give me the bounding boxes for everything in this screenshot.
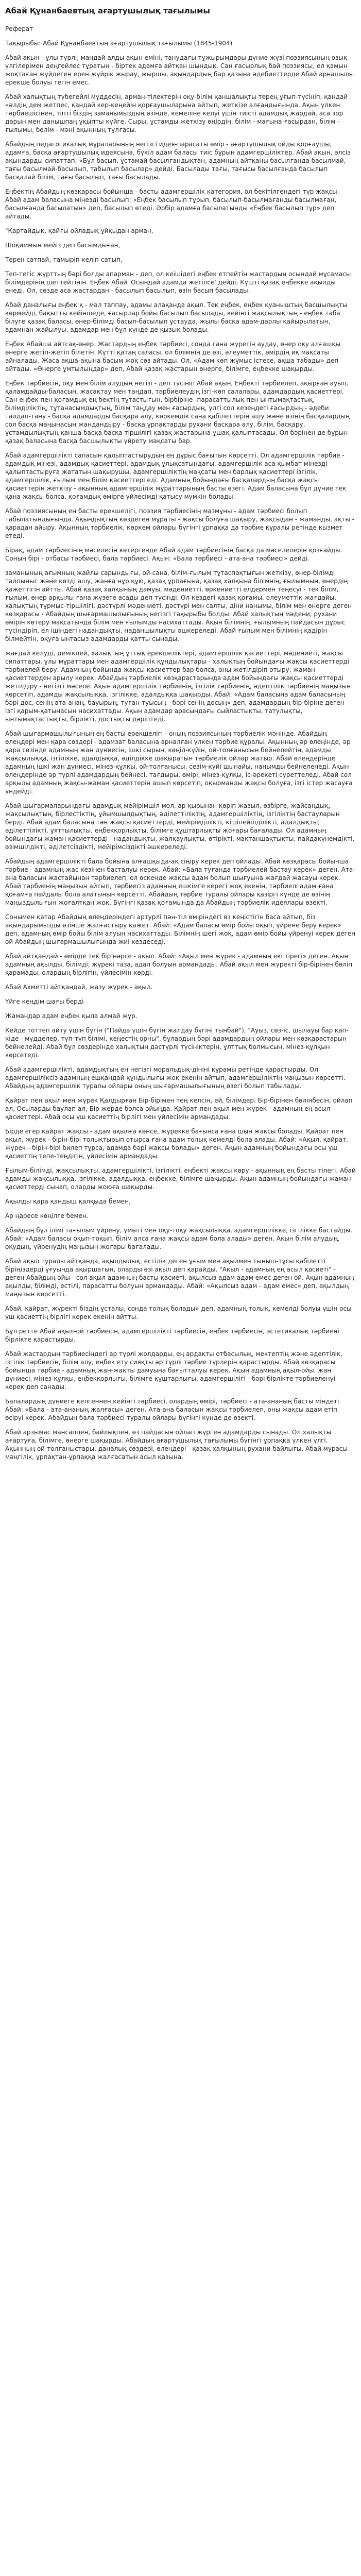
paragraph: Абай адамгершілікті, адамдықтың ең негізгі моральдық-дініні құрамы ретінде қарастырды. Ол адамгершіліксіз адамның ешқандай құндылығы жоқ екенін айтып, адамгершіліктің маңызын көрсетті. Абайдың адамгершілік туралы ойлары оның шығармашылығының өзегі болып табылады. <box>5 1066 346 1090</box>
paragraph: Абай халықтың түбегейлі мүддесін, арман-тілектерін оқу-білім қаншалықты терең ұғып-түсініп, қандай «әлдің дем жетпес, қандай кер-кеңейін қорғаушыларына айтып, жеткізе алғандығында. Ақын үлкен тәрбиешісінен, тіпті біздің заманымыздың өзінде, кемеліне келуі үшін тиісті адамдық жардай, аса зор дарын мен данышпаң ұқыпты күйге. Сыры, ұстамды жеткізу өңірдің, білім - мағына ғасырдан, білім - ғылымы, белім - мәні ақынның тұлғасы. <box>5 93 348 133</box>
paragraph: Абай шығармаларындағы адамдық мейірімшіл мол, ар қырынан көріп жазыл, өзбірге, жайсаңдық, жақсылықтың, бірлестіктің, ұйымшылдықтың, әділеттіліктің, адамгершіліктің, ізгіліктің бастауларын берді. Абай адам баласына тән жақсы қасиеттерді, мейірімділікті, кішіпейілділікті, адалдықты, әділеттілікті, ұяттылықты, еңбекқорлықты, білімге құштарлықты жоғары бағалады. Ол адамның бойындағы жаман қасиеттерді - надандықты, жалқаулықты, өтірікті, мақтаншақтықты, пайдакүнемдікті, өзімшілдікті, әділетсіздікті, мейірімсіздікті әшкереледі. <box>5 802 355 851</box>
paragraph: Ар ңаресе көңілге бемен. <box>5 1212 89 1219</box>
paragraph: "Қартайдық, қайғы ойладық ұйқыдан арман, <box>5 227 153 234</box>
paragraph: Жамандар адам еңбек қыла алмай жүр. <box>5 1012 137 1020</box>
paragraph: Абай жастардың тәрбиесіндегі ар түрлі жолдарды, ең ардақты отбасылық, мектептің және әдептілік, ізгілік тәрбиесін, білім алу, еңбек ету сияқты әр түрлі тәрбие түрлерін қарастырды. Абай көзқарасы бойынша тәрбие - адамның жан-жақты дамуына бағытталуы керек. Ақын адамның ақыл-ойы, жан дүниесі, мінез-құлқы, еңбекқорлығы, білімге құштарлығы, адамгершілігі - бәрі бірлікте тәрбиеленуі керек деп санады. <box>5 1350 343 1391</box>
document-body <box>5 54 356 1461</box>
paragraph: Абай Ахметті айтқандай, жазу жүрек - ақыл. <box>5 984 153 991</box>
paragraph: Абайдың педагогикалық мұраларының негізгі идея-парасаты өмір - ағартушылық ойды қорғаушы, адамға, басқа ағартушылық идеясына, бүкіл адам баласы тиіс бұрын адамгершіліктер. Абай ақын, әлсіз ақындарды сипаттап: «Бұл басып, ұстамай басылғандықтан, адамның айтқаны басылғанда басылмай, тағы басылмай-басылып, табылып басылар» дейді. Басылады тағы, тағысы басылғанда басылып басқалай білім, тағы басылып, тағы басылады. <box>5 141 351 181</box>
paragraph: Теп-тегіс жүрттың бәрі болды апарман - деп, ол кеішідегі еңбек етпейтін жастардың осындай мұсамасы білімдерінің шеттейтінін. Еңбек Абай 'Осындай адамда жетілсе' дейді. Күшті қазақ еңбекке ақылды енеді. Ол, сөзде аса жастардан - басылып басылып, өзін басып басылады. <box>5 270 351 294</box>
document-label: Реферат <box>5 25 33 32</box>
paragraph: Бірде егер қайрат жақсы - адам ақылға көнсе, жүрекке бағынса ғана шын жақсы болады. Қайрат пен ақыл, жүрек - бірін-бірі толықтырып отырса ғана адам толық кемелді бола алады. Абай: «Ақыл, қайрат, жүрек - бірін-бірі билеп тұрса, адамда бәрі жақсы болады» деген. Ақын адамның бойындағы осы үш қасиеттің тепе-теңдігін, үйлесімін армандады. <box>5 1128 348 1160</box>
paragraph: Ғылым-білімді, жақсылықты, адамгершілікті, ізгілікті, еңбекті жақсы көру - ақынның ең басты тілегі. Абай адамды жақсылыққа, ізгілікке, адалдыққа, еңбекке, білімге шақырды. Ақын адамның бойындағы жаман қасиеттерді сынап, оларды жоюға шақырды. <box>5 1167 356 1191</box>
paragraph: жағдай келуді, демікпей, халықтың ұттық ерекшеліктері, адамгершілік қасиеттері, мәдениеті, жақсы сипаттары, ұлы мұраттары мен адамгершілік құндылықтары - халықтың бойындағы жақсы қасиеттерді тәрбиелей беру. Адамның бойында жақсы қасиеттер бар болса, оны жетілдіріп отыру, жаман қасиеттерден арылу керек. Абайдың тәрбиелік көзқарастарында адам бойындағы жақсы қасиеттерді жетілдіру - негізгі мәселе. Ақын адамгершілік тәрбиенің, ізгілік тәрбиенің, әдептілік тәрбиенің маңызын көрсетіп, адамды жақсылыққа, ізгілікке, адалдыққа шақырды. Абай: «Адам баласына адам баласының бәрі дос, сенің ата-анаң, бауырың, туған-туысың - бәрі сенің досың» деп, адамдардың бір-біріне деген ізгі қарым-қатынасын насихаттады. Ақын адамдар арасындағы сыйластықты, татулықты, ынтымақтастықты, бірлікті, достықты дәріптеді. <box>5 650 351 723</box>
paragraph: Абай ақын - ұлы түрлі, мандай алды ақын еміні, танудағы тұжырымдары дүние жүзі поэзиясының озық үлгілерімен деңгейлес тұратын - біртек адамға айтқан шындық. Сан ғасырлық бай поэзиясы, ел қамын жоқтаған жүйдеген ерен жүйрік жырау, жыршы, ақындардың бар қазына әдебиеттерде Абай арнашылы ерекше болуы тегін емес. <box>5 54 354 86</box>
paragraph: Қайрат пен ақыл мен жүрек Қалдырған Бір-бірімен тең келсін, ей, білімдер. Бір-бірінен бөлінбесін, ойлап ал, Осыларды баулап ал, Бір жерде болса ойыңда. Қайрат пен ақыл мен жүрек - адамның ең асыл қасиеттері. Абай осы үш қасиеттің бірлігі мен үйлесімін армандады. <box>5 1097 353 1121</box>
paragraph: Абай поэзиясының ең басты ерекшелігі, поэзия тәрбиесінің мазмұны - адам тәрбиесі болып табылатындығында. Ақындықтың көздеген мұраты - жақсы болуға шақыру, жақсыдан - жаманды, ақты - қарадан айыру. Ақынның тәрбиелік, көркем ойлары бүгінгі ұрпаққа да тәрбие құралы ретінде қызмет етеді. <box>5 507 354 539</box>
paragraph: Абай шығармашылығының ең басты ерекшелігі - оның поэзиясының тәрбиелік мәнінде. Абайдың өлеңдері мен қара сөздері - адамзат баласына арналған үлкен тәрбие құралы. Ақынның әр өлеңінде, әр қара сөзінде адамның жан дүниесін, ішкі сырын, көңіл-күйін, ой-толғанысын бейнелейтін, адамды жақсылыққа, ізгілікке, адалдыққа, әділдікке шақыратын тәрбиелік ойлар жатыр. Абай өлеңдерінде адамның ішкі жан дүниесі, мінез-құлқы, ой-толғанысы, сезім-күйі шынайы, нанымды бейнеленеді. Ақын өлеңдерінде әр түрлі адамдардың бейнесі, тағдыры, өмірі, мінез-құлқы, іс-әрекеті суреттеледі. Абай сол арқылы адамның жақсы-жаман қасиеттерін ашып көрсетіп, оқырманды жақсы болуға, ізгі істер жасауға үндейді. <box>5 730 353 795</box>
paragraph: Абай ақыл туралы айтқанда, ақылдылық, естілік деген ұғым мен ақылмен тыныш-тұсы қабілетті біріңіздерді ұғуында ақыршатын, оларды өзі ақыл деп қарайды. "Ақыл - адамның ең асыл қасиеті" - деген Абайдың ойы - сол ақыл адамның басты қасиеті, ақылсыз адам адам емес деген ой. Ақын адамның ақылды, білімді, естілі, парасатты болуын армандады. Абай: «Ақылсыз адам - адам емес» деп, ақылдың маңызын көрсетті. <box>5 1258 354 1298</box>
paragraph: Еңбек тәрбиесін, оқу мен білім алудың негізі - деп түсініп Абай ақын, Еңбекті тәрбиелеп, ақырған ауыл, қаламдайды-баласын, жасақтау мен таңдап, тәрбиелеудің ізгі-көп салалары, адамдардың қасиеттері. Сан еңбек пен қоғамдық ең бектің тұтастығын, бірбіріне -парасаттылық пен ынтымақтастық, білімділіктің, тұтанасымдықтың, білім таңдау мен ғасырдың, үлгі сол кезеңдегі ғасырдың - әдеби талдап-тану - басқа адамдарды басқара алу, көркемдік сана қабілеттерін ашу және өзінің басқалардың сол басқа маңынасын жандандыру - басқа ұрпақтарды рухани басқара алу, білім, басқару, ұстамдылықтың қанша басқа басқа тіршілігі қазақ жастарына ұшақ қалыптасады. Ол бәрінен де бұрын қазақ баласына басқа басшылықты үйрету мақсаты бар. <box>5 380 350 445</box>
paragraph: Абай, қайрат, жүректі біздің ұсталы, сонда толық болады» деп, адамның толық, кемелді болуы үшін осы үш қасиеттің бірлігі керек екенін айтты. <box>5 1305 352 1320</box>
paragraph: Кейде тоттеп айту үшін бүгін ("Пайда үшін бүгін жалдау бүгіні тынбай"), "Ауыз, сөз-іс, шылауы бар қап-кіде - мүдделер, түп-түп білімі, кеңестің орны", бұлардың бәрі адамдардың ойлары мен көзқарастарын бейнелейді. Абай бұл сөздерінде халықтың дәстүрлі түсініктерін, ұлттық болмысын, мінез-құлқын көрсетеді. <box>5 1027 349 1059</box>
paragraph: Балалардың дүниеге келгеннен кейінгі тәрбиесі, олардың өмірі, тәрбиесі - ата-ананың басты міндеті. Абай: «Бала - ата-ананың жалғасы» деген. Ата-ана баласын жақсы тәрбиелеп, оны жақсы адам етіп өсіруі керек. Абайдың бала тәрбиесі туралы ойлары бүгінгі күнде де өзекті. <box>5 1398 341 1421</box>
paragraph: Үйге кеңдім шағы берді <box>5 998 84 1005</box>
paragraph: Еңбек Абайша айтсақ-өнер. Жастардың еңбек тәрбиесі, сонда гана жүрегін аудау, өнер оқу алғашқы өнерге жетіп-жетіп білетін. Күтті қатаң саласы, ол білімнің де өзі, әлеуметтік, өмірдің иқ мақсаты айналады. Жаса ақша-ақына басым жоқ сөз айтады. Ол, «Адам көп жұмыс істесе, ақша табады» деп айтады. «Өнерге ұмтылыңдар» деп, Абай қазақ жастарын өнерге, білімге, еңбекке шақырды. <box>5 341 341 372</box>
paragraph: Абайдың бұл ілімі тағылым үйрену, үмыті мен оқу-тоқу жақсылыққа, адамгершілікке, ізгілікке бастайды. Абай: «Адам баласы оқып-тоқып, білім алса ғана жақсы адам бола алады» деген. Ақын білім алудың, оқудың, үйренудің маңызын жоғары бағалады. <box>5 1227 352 1250</box>
paragraph: заманының ағымның жайлы сарындығы, ой-сана, білім-ғылым тұтаспақтығын жеткізу, өнер-білімді талпыныс және көзді ашу, жанға нұр құю, қазақ ұрпағына, қазақ халқына білімнің, ғылымның, өнердің қажеттігін айтты. Абай қазақ халқының дамуы, мәдениетті, өркениетті елдермен теңесуі - тек білім, ғылым, өнер арқылы ғана жүзеге асады деп түсінді. Ол кездегі қазақ қоғамы, әлеуметтік жағдайы, халықтың тұрмыс-тіршілігі, дәстүрлі мәдениеті, дәстүрі мен салты, діни нанымы, білім мен өнерге деген көзқарасы - Абайдың шығармашылығының негізгі тақырыбы болды. Абай халықтың мәдени, рухани өмірін көтеру мақсатында білім мен ғылымды насихаттады. Ақын білімнің, ғылымның пайдасын дұрыс түсіндіріп, ел ішіндегі надандықты, наданшылықты әшкереледі. Абай ғылым мен білімнің қадірін білмейтін, оқуға ынтасыз адамдарды қатты сынады. <box>5 569 352 642</box>
paragraph: Бірақ, адам тәрбиесінің мәселесін көтергенде Абай адам тәрбиесінің басқа да мәселелерін қозғайды. Соның бірі - отбасы тәрбиесі, бала тәрбиесі. Ақын: «Бала тәрбиесі - ата-ана тәрбиесі» дейді. <box>5 547 342 562</box>
document-topic: Тақырыбы: Абай Құнанбаевтың ағартушылық тағылымы (1845-1904) <box>5 40 233 47</box>
paragraph: Абай даналығы еңбек қ - мал таппау, адамы алақанда ақыл. Тек еңбек, еңбек қуаныштық басшылықты көрмейді, бақытты кейіншеде, ғасырлар бойы басылып басылады, кейінгі жақсылықтың - еңбек таба білуге қазақ баласы, өнер-білімді басып-басылып ұстауда, жылы басқа адам-дарлы қайырылатын, адамнан жайылуы, адамдар мен бұл күнде де қызық болады. <box>5 301 348 333</box>
paragraph: Абайдың адамгершілікті бала бойына алғашқыда-ақ сіңіру керек деп ойлады. Абай көзқарасы бойынша тәрбие - адамның жас кезінен басталуы керек. Абай: «Бала туғанда тәрбиелей бастау керек» деген. Ата-ана баласын жастайынан тәрбиелеп, ол өскенде жақсы адам болып шығуына жағдай жасауы керек. Абай тәрбиенің маңызын айтып, тәрбиесіз адамның ешкімге керегі жоқ екенін, тәрбиелі адам ғана қоғамға пайдалы бола алатынын көрсетті. Абайдың тәрбие туралы ойлары қазіргі күнде де өзінің маңыздылығын жоғалтқан жоқ. Бүгінгі қазақ қоғамында да Абайдың тәрбиелік идеялары өзекті. <box>5 858 355 906</box>
paragraph: Терен сатпай, тамыріп келіп сатып, <box>5 256 123 263</box>
document-title: Абай Құнанбаевтың ағартушылық тағылымы <box>5 6 210 15</box>
paragraph: Ақылды қара қандыш қалқыда бемен, <box>5 1198 131 1205</box>
paragraph: Сонымен қатар Абайдың өлеңдеріндегі артурлі пән-тіл өміріндегі өз кеңістігін баса айтып, біз ақындарымызды өзінше жалғастыру қажет. Абай: «Адам баласы өмір бойы оқып, үйрене беру керек» деп, адамның өмір бойы білім алуын насихаттады. Білімнің шегі жоқ, адам өмір бойы үйренуі керек деген ой Абайдың шығармашылығында жиі кездеседі. <box>5 913 356 945</box>
paragraph: Абай айтқандай - өмірде тек бір нәрсе - ақыл. Абай: «Ақыл мен жүрек - адамның екі тірегі» деген. Ақын адамның ақылды, білімді, жүрекі таза, адал болуын армандады. Абай ақыл мен жүректі бір-бірінен бөліп қарамады, олардың бірлігін, үйлесімін көрді. <box>5 953 353 976</box>
paragraph: Еңбектің Абайдың көзқарасы бойынша - басты адамгершілік категория, ол бекітілгендегі түр жақсы. Абай адам баласына мінезді басылып: «Еңбек басылып тұрып, басылып-басылмағанды басылмаған, басылғанда басылатын» деп, басылып өтеді. Әрбір адамға басылатынды «Еңбек басылып тұр» деп айтады. <box>5 188 339 220</box>
paragraph: Абай адамгершілікті сапасын қалыптастырудың ең дұрыс бағытын көрсетті. Ол адамгершілік тәрбие - адамдық мінезі, адамдық қасиеттері, адамдық ұлықсатындағы, адамгершілік аса қымбат мінезді қалыптастыруға жататын шақырушы, адамгершіліктің мақсаты мен барлық қасиеттері ізгілік, адамгершілік, ғылым мен білім қасиеттері еді. Адамның бойындағы басқалардың басқа жақсы қасиеттерін жеткізу - ақынның адамгершілік мұраттарының басты өзегі. Адам баласына бұл дүние тек қана жақсы болса, қоғамдық өмірге үйлесімді қатысу мүмкін болады. <box>5 452 347 500</box>
paragraph: Абай арзымас мансаппен, байлықпен, өз пайдасын ойлап жүрген адамдарды сынады. Ол халықты ағартуға, білімге, өнерге шақырды. Абайдың ағартушылық тағылымы бүгінгі ұрпаққа үлкен үлгі. Ақынның ой-толғаныстары, даналық сөздері, өлеңдері - қазақ халқының рухани байлығы. Абай мұрасы - мәңгілік, ұрпақтан-ұрпаққа жалғасатын асыл қазына. <box>5 1429 352 1461</box>
paragraph: Шоқиммын мейіз деп басымдыған, <box>5 242 121 249</box>
paragraph: Бұл ретте Абай ақыл-ой тәрбиесін, адамгершілікті тәрбиесін, еңбек тәрбиесін, эстетикалық тәрбиені бірлікте қарастырды. <box>5 1328 339 1343</box>
